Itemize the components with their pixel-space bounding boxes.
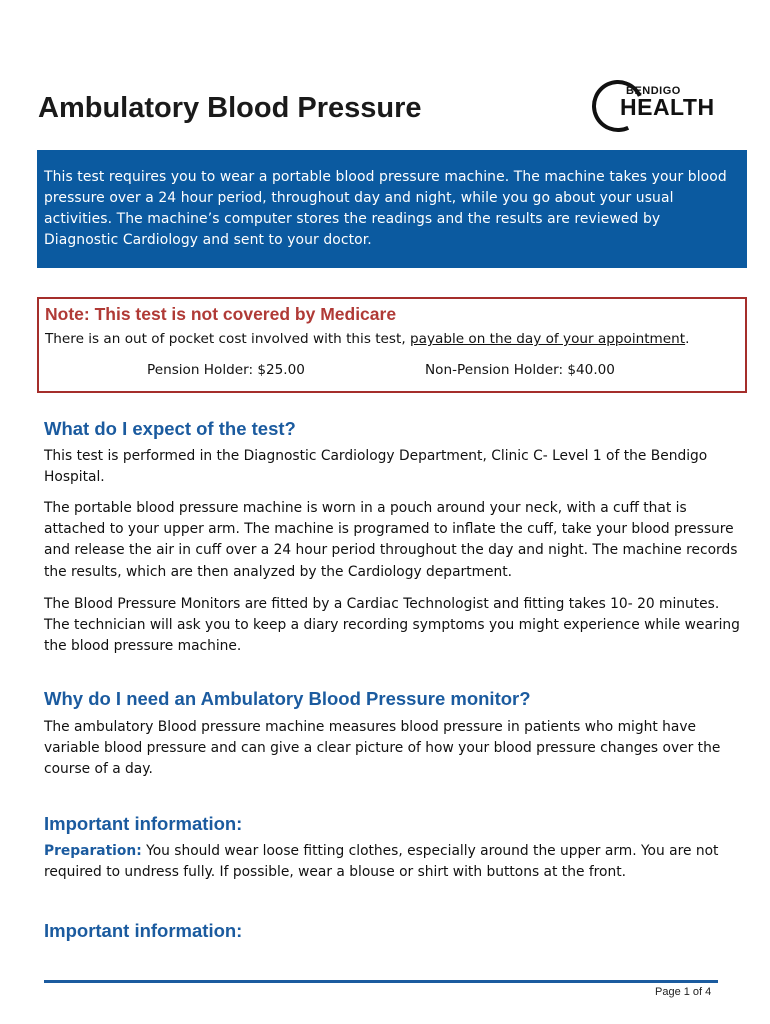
important-heading-2: Important information:	[44, 920, 243, 941]
pension-price: Pension Holder: $25.00	[147, 362, 305, 378]
footer-divider	[44, 980, 718, 983]
expect-paragraph-1: This test is performed in the Diagnostic Cardiology Department, Clinic C- Level 1 of the Bendigo Hospital.	[44, 448, 708, 486]
page-number: Page 1 of 4	[655, 986, 712, 998]
expect-paragraph-2: The portable blood pressure machine is worn in a pouch around your neck, with a cuff that is attached to your upper arm. The machine is programed to inflate the cuff, take your blood pressure and release the air in cuff over a 24 hour period throughout the day and night. The machine records the results, which are then analyzed by the Cardiology department.	[44, 500, 738, 580]
preparation-text: You should wear loose fitting clothes, especially around the upper arm. You are not required to undress fully. If possible, wear a blouse or shirt with buttons at the front.	[44, 843, 719, 881]
bendigo-health-logo	[592, 74, 722, 136]
note-heading: Note: This test is not covered by Medicare	[45, 304, 397, 324]
non-pension-price: Non-Pension Holder: $40.00	[425, 362, 615, 378]
important-heading-1: Important information:	[44, 813, 243, 834]
note-text	[45, 330, 745, 349]
why-heading: Why do I need an Ambulatory Blood Pressure monitor?	[44, 688, 531, 709]
why-paragraph: The ambulatory Blood pressure machine measures blood pressure in patients who might have variable blood pressure and can give a clear picture of how your blood pressure changes over the course of a day.	[44, 719, 721, 778]
note-text-underlined: payable on the day of your appointment	[409, 331, 686, 347]
preparation-paragraph	[44, 841, 744, 883]
note-text-after: .	[685, 331, 690, 347]
logo-line2: HEALTH	[620, 94, 715, 120]
expect-paragraph-3: The Blood Pressure Monitors are fitted by a Cardiac Technologist and fitting takes 10- 20 minutes. The technician will ask you to keep a diary recording symptoms you might experience while wearing the blood pressure machine.	[44, 596, 740, 655]
expect-heading: What do I expect of the test?	[44, 418, 296, 439]
intro-text: This test requires you to wear a portable blood pressure machine. The machine takes your blood pressure over a 24 hour period, throughout day and night, while you go about your usual activities. The machine’s computer stores the readings and the results are reviewed by Diagnostic Cardiology and sent to your doctor.	[44, 169, 727, 248]
preparation-label: Preparation:	[44, 843, 142, 859]
logo-line1: BENDIGO	[626, 85, 681, 97]
note-text-before: There is an out of pocket cost involved with this test,	[45, 331, 410, 347]
medicare-note-box	[37, 297, 747, 393]
intro-box	[37, 150, 747, 268]
page-title: Ambulatory Blood Pressure	[38, 92, 422, 124]
